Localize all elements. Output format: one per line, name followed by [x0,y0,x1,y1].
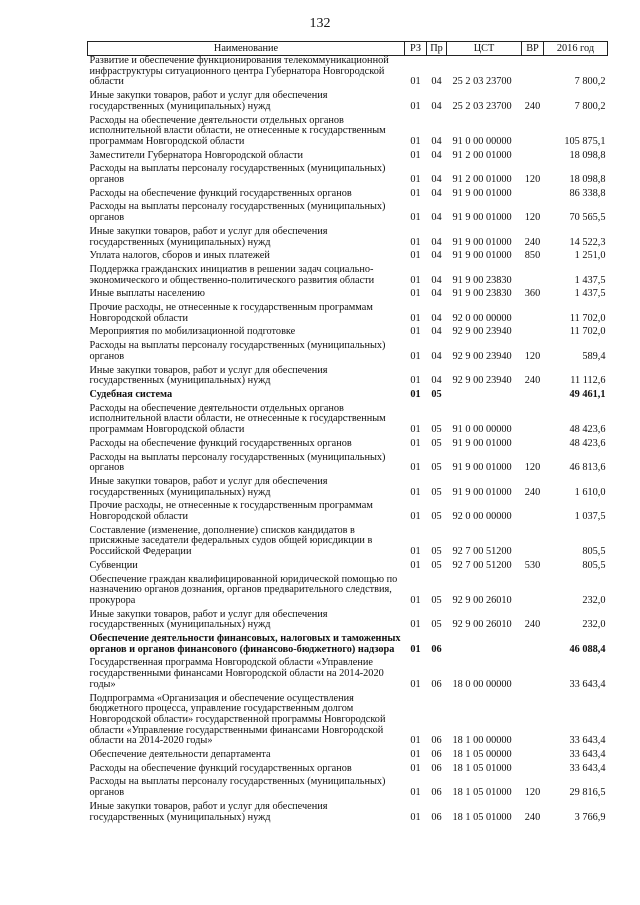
row-sum: 86 338,8 [569,187,606,199]
row-pr: 04 [431,350,442,362]
row-rz: 01 [410,643,421,655]
row-pr: 05 [431,388,442,400]
row-cst: 18 1 05 01000 [452,762,512,774]
row-rz: 01 [410,559,421,571]
row-sum: 33 643,4 [569,762,606,774]
table-row [88,802,608,826]
row-pr: 05 [431,462,442,474]
row-name: Расходы на выплаты персоналу государственных (муниципальных) органов [89,340,386,362]
row-rz: 01 [410,149,421,161]
row-pr: 06 [431,643,442,655]
row-sum: 14 522,3 [569,236,606,248]
row-name: Расходы на выплаты персоналу государственных (муниципальных) органов [89,163,386,186]
row-name: Иные закупки товаров, работ и услуг для обеспечения государственных (муниципальных) нужд [89,608,328,631]
row-vr [522,750,544,764]
row-sum: 49 461,1 [569,388,606,400]
row-sum: 805,5 [582,546,606,558]
header-name: Наименование [88,42,405,56]
row-pr: 04 [431,236,442,248]
row-vr: 240 [524,811,541,823]
row-cst: 18 1 05 00000 [452,749,512,761]
row-pr: 05 [431,511,442,523]
row-name: Иные закупки товаров, работ и услуг для обеспечения государственных (муниципальных) нужд [89,225,328,248]
row-vr: 120 [524,462,541,474]
row-cst: 91 0 00 00000 [452,424,512,436]
row-cst: 91 9 00 01000 [452,462,512,474]
row-rz: 01 [410,787,421,799]
row-vr [522,265,544,289]
table-row [88,453,608,477]
row-sum: 1 610,0 [574,486,606,498]
row-vr: 240 [524,236,541,248]
row-vr: 240 [524,486,541,498]
row-cst: 91 9 00 01000 [452,250,512,262]
table-row [88,634,608,658]
row-name: Иные закупки товаров, работ и услуг для обеспечения государственных (муниципальных) нужд [89,364,328,387]
row-vr [522,404,544,439]
row-name: Расходы на обеспечение функций государственных органов [89,762,352,774]
row-rz: 01 [410,735,421,747]
table-row [88,764,608,778]
row-cst: 92 9 00 23940 [452,326,512,338]
table-body [88,56,608,827]
row-sum: 1 437,5 [574,288,606,300]
row-pr: 06 [431,749,442,761]
table-row [88,327,608,341]
row-name: Иные закупки товаров, работ и услуг для обеспечения государственных (муниципальных) нужд [89,800,328,823]
row-vr [522,501,544,525]
row-pr: 06 [431,787,442,799]
table-row [88,289,608,303]
row-cst: 18 1 05 01000 [452,787,512,799]
row-pr: 05 [431,437,442,449]
row-rz: 01 [410,424,421,436]
row-sum: 33 643,4 [569,735,606,747]
row-pr: 04 [431,326,442,338]
row-pr: 05 [431,546,442,558]
row-name: Обеспечение деятельности финансовых, налоговых и таможенных органов и органов финансового (финансово-бюджетного) надзора [89,633,401,655]
table-row [88,658,608,693]
row-cst: 92 7 00 51200 [452,559,512,571]
row-rz: 01 [410,135,421,147]
row-sum: 33 643,4 [569,678,606,690]
table-row [88,366,608,390]
row-vr: 240 [524,375,541,387]
row-sum: 805,5 [582,559,606,571]
row-pr: 04 [431,149,442,161]
row-cst: 92 9 00 23940 [452,375,512,387]
row-cst: 91 9 00 23830 [452,274,512,286]
row-cst: 92 0 00 00000 [452,511,512,523]
row-rz: 01 [410,749,421,761]
table-row [88,561,608,575]
row-pr: 06 [431,762,442,774]
row-name: Иные выплаты населению [89,288,206,300]
table-row [88,116,608,151]
budget-table [87,41,608,826]
row-cst: 18 1 00 00000 [452,735,512,747]
row-name: Развитие и обеспечение функционирования телекоммуникационной инфраструктуры ситуационного центра Губернатора Новгородской области [89,55,389,88]
header-year: 2016 год [544,42,608,56]
row-pr: 05 [431,594,442,606]
row-rz: 01 [410,375,421,387]
row-cst [447,634,522,658]
table-row [88,227,608,251]
row-sum: 232,0 [582,594,606,606]
row-rz: 01 [410,619,421,631]
header-pr: Пр [427,42,447,56]
row-vr: 120 [524,350,541,362]
row-sum: 29 816,5 [569,787,606,799]
row-sum: 18 098,8 [569,174,606,186]
row-rz: 01 [410,250,421,262]
row-cst: 91 2 00 01000 [452,174,512,186]
page-number: 132 [309,16,331,31]
row-cst: 91 9 00 01000 [452,212,512,224]
row-rz: 01 [410,762,421,774]
row-vr [522,439,544,453]
table-row [88,265,608,289]
row-cst: 91 9 00 01000 [452,486,512,498]
row-cst: 92 0 00 00000 [452,312,512,324]
row-sum: 46 813,6 [569,462,606,474]
row-sum: 48 423,6 [569,424,606,436]
row-rz: 01 [410,350,421,362]
row-pr: 06 [431,735,442,747]
row-pr: 04 [431,76,442,88]
row-cst: 91 9 00 01000 [452,437,512,449]
row-vr [522,303,544,327]
row-sum: 1 251,0 [574,250,606,262]
row-vr [522,634,544,658]
row-sum: 589,4 [582,350,606,362]
row-sum: 18 098,8 [569,149,606,161]
row-vr [522,764,544,778]
row-name: Субвенции [89,559,138,571]
row-rz: 01 [410,594,421,606]
row-rz: 01 [410,76,421,88]
row-rz: 01 [410,174,421,186]
row-cst: 18 1 05 01000 [452,811,512,823]
row-rz: 01 [410,546,421,558]
row-pr: 04 [431,174,442,186]
table-row [88,439,608,453]
row-rz: 01 [410,462,421,474]
table-row [88,777,608,801]
row-name: Государственная программа Новгородской области «Управление государственными финансами Новгородской области на 2014-2020 годы» [89,657,384,690]
row-name: Расходы на выплаты персоналу государственных (муниципальных) органов [89,776,386,799]
table-row [88,694,608,751]
row-pr: 05 [431,424,442,436]
row-name: Поддержка гражданских инициатив в решении задач социально-экономического и общественно-политического развития области [89,263,375,286]
row-sum: 7 800,2 [574,76,606,88]
row-vr [522,327,544,341]
row-sum: 1 437,5 [574,274,606,286]
row-vr [522,694,544,751]
row-rz: 01 [410,274,421,286]
row-rz: 01 [410,811,421,823]
row-vr [522,658,544,693]
row-sum: 48 423,6 [569,437,606,449]
row-pr: 04 [431,312,442,324]
row-vr: 120 [524,212,541,224]
row-rz: 01 [410,678,421,690]
row-rz: 01 [410,288,421,300]
row-cst: 18 0 00 00000 [452,678,512,690]
table-row [88,610,608,634]
row-vr: 850 [524,250,541,262]
table-row [88,404,608,439]
header-rz: РЗ [405,42,427,56]
row-pr: 04 [431,288,442,300]
row-vr: 120 [524,174,541,186]
row-pr: 04 [431,187,442,199]
row-name: Составление (изменение, дополнение) списков кандидатов в присяжные заседатели федеральных судов общей юрисдикции в Российской Федерации [89,524,373,558]
row-cst: 91 2 00 01000 [452,149,512,161]
row-name: Судебная система [89,388,173,400]
row-vr [522,116,544,151]
table-row [88,477,608,501]
row-name: Уплата налогов, сборов и иных платежей [89,250,270,262]
table-row [88,341,608,365]
header-vr: ВР [522,42,544,56]
row-pr: 04 [431,250,442,262]
row-rz: 01 [410,511,421,523]
table-row [88,501,608,525]
table-row [88,303,608,327]
table-header [88,42,608,56]
row-rz: 01 [410,236,421,248]
row-vr: 360 [524,288,541,300]
row-vr: 240 [524,100,541,112]
row-name: Обеспечение деятельности департамента [89,749,271,761]
row-name: Расходы на обеспечение функций государственных органов [89,187,352,199]
row-pr: 05 [431,619,442,631]
row-name: Расходы на обеспечение деятельности отдельных органов исполнительной власти области, не отнесенные к государственным программам Новгородской области [89,402,386,436]
row-name: Расходы на выплаты персоналу государственных (муниципальных) органов [89,451,386,474]
row-cst: 91 9 00 01000 [452,187,512,199]
row-sum: 46 088,4 [569,643,606,655]
row-pr: 04 [431,100,442,112]
row-name: Расходы на обеспечение деятельности отдельных органов исполнительной власти области, не отнесенные к государственным программам Новгородской области [89,114,386,147]
table-row [88,91,608,115]
row-rz: 01 [410,437,421,449]
row-cst: 92 9 00 26010 [452,619,512,631]
row-sum: 232,0 [582,619,606,631]
row-vr [522,56,544,92]
row-cst: 25 2 03 23700 [452,76,512,88]
row-vr: 120 [524,787,541,799]
table-row [88,251,608,265]
row-pr: 06 [431,811,442,823]
table-row [88,575,608,610]
row-name: Прочие расходы, не отнесенные к государственным программам Новгородской области [89,302,373,324]
row-cst: 92 7 00 51200 [452,546,512,558]
row-sum: 3 766,9 [574,811,606,823]
row-vr [522,151,544,165]
row-pr: 04 [431,212,442,224]
row-rz: 01 [410,212,421,224]
row-cst: 92 9 00 26010 [452,594,512,606]
row-pr: 05 [431,486,442,498]
table-row [88,202,608,226]
row-rz: 01 [410,486,421,498]
row-cst: 91 0 00 00000 [452,135,512,147]
row-sum: 7 800,2 [574,100,606,112]
row-cst [447,390,522,404]
table-row [88,164,608,188]
row-vr [522,189,544,203]
row-vr: 530 [524,559,541,571]
table-row [88,151,608,165]
row-name: Иные закупки товаров, работ и услуг для обеспечения государственных (муниципальных) нужд [89,475,328,498]
row-sum: 11 702,0 [569,326,606,338]
row-name: Заместители Губернатора Новгородской области [89,149,303,161]
row-sum: 11 112,6 [570,375,606,387]
row-name: Расходы на обеспечение функций государственных органов [89,437,352,449]
row-rz: 01 [410,388,421,400]
table-row [88,56,608,92]
row-rz: 01 [410,100,421,112]
row-pr: 04 [431,375,442,387]
row-sum: 105 875,1 [564,135,606,147]
row-name: Мероприятия по мобилизационной подготовке [89,326,296,338]
row-cst: 25 2 03 23700 [452,100,512,112]
header-cst: ЦСТ [447,42,522,56]
row-rz: 01 [410,326,421,338]
row-pr: 05 [431,559,442,571]
row-cst: 91 9 00 01000 [452,236,512,248]
row-pr: 06 [431,678,442,690]
row-rz: 01 [410,187,421,199]
row-pr: 04 [431,135,442,147]
row-name: Прочие расходы, не отнесенные к государственным программам Новгородской области [89,500,373,523]
row-name: Обеспечение граждан квалифицированной юридической помощью по назначению органов дознания, органов предварительного следствия, прокурора [89,573,398,606]
table-row [88,526,608,561]
row-rz: 01 [410,312,421,324]
row-pr: 04 [431,274,442,286]
row-name: Подпрограмма «Организация и обеспечение осуществления бюджетного процесса, управление государственным долгом Новгородской области» государственной программы Новгородской области «Управление государственными финансами Новгородской области на 2014-2020 годы» [89,692,386,747]
row-sum: 70 565,5 [569,212,606,224]
row-sum: 11 702,0 [569,312,606,324]
row-cst: 91 9 00 23830 [452,288,512,300]
row-vr [522,526,544,561]
row-sum: 33 643,4 [569,749,606,761]
row-name: Иные закупки товаров, работ и услуг для обеспечения государственных (муниципальных) нужд [89,90,328,112]
row-vr: 240 [524,619,541,631]
table-row [88,750,608,764]
row-cst: 92 9 00 23940 [452,350,512,362]
row-vr [522,390,544,404]
row-vr [522,575,544,610]
table-row [88,189,608,203]
row-name: Расходы на выплаты персоналу государственных (муниципальных) органов [89,201,386,224]
row-sum: 1 037,5 [574,511,606,523]
table-row [88,390,608,404]
